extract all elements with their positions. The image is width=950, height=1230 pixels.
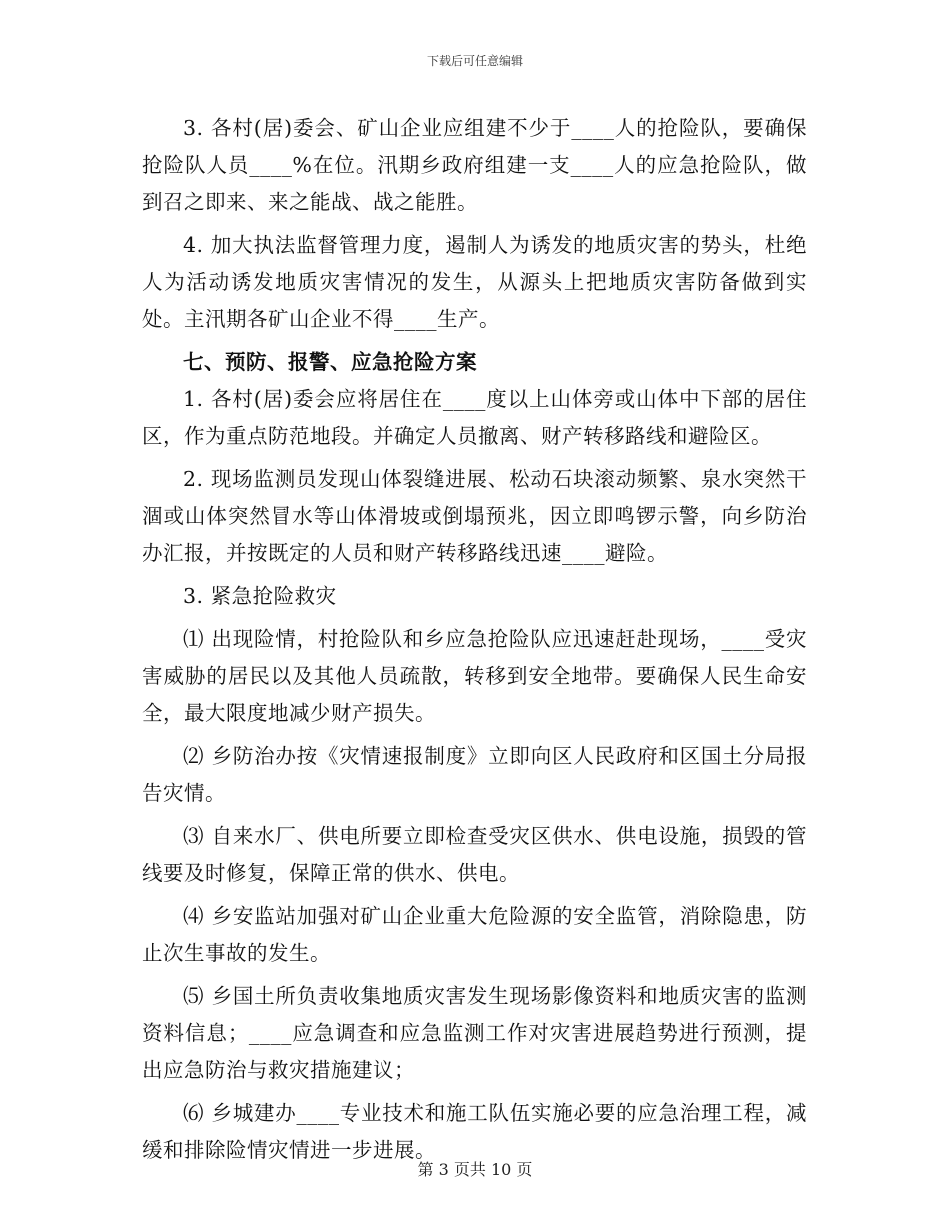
list-item-3-utilities: ⑶ 自来水厂、供电所要立即检查受灾区供水、供电设施，损毁的管线要及时修复，保障正常的供水、供电。 xyxy=(142,824,807,885)
list-item-2-report: ⑵ 乡防治办按《灾情速报制度》立即向区人民政府和区国土分局报告灾情。 xyxy=(142,744,807,805)
list-item-1-evacuation: ⑴ 出现险情，村抢险队和乡应急抢险队应迅速赶赴现场，____受灾害威胁的居民以及其他人员疏散，转移到安全地带。要确保人民生命安全，最大限度地减少财产损失。 xyxy=(142,627,807,725)
list-item-4-safety: ⑷ 乡安监站加强对矿山企业重大危险源的安全监管，消除隐患，防止次生事故的发生。 xyxy=(142,904,807,965)
page-header: 下载后可任意编辑 xyxy=(426,54,523,68)
page-footer: 第 3 页共 10 页 xyxy=(417,1160,533,1179)
list-item-6-construction: ⑹ 乡城建办____专业技术和施工队伍实施必要的应急治理工程，减缓和排除险情灾情进一步进展。 xyxy=(142,1101,807,1162)
paragraph-1-key-areas: 1. 各村(居)委会应将居住在____度以上山体旁或山体中下部的居住区，作为重点防范地段。并确定人员撤离、财产转移路线和避险区。 xyxy=(142,387,807,448)
paragraph-2-monitoring: 2. 现场监测员发现山体裂缝进展、松动石块滚动频繁、泉水突然干涸或山体突然冒水等山体滑坡或倒塌预兆，因立即鸣锣示警，向乡防治办汇报，并按既定的人员和财产转移路线迅速____避险。 xyxy=(142,467,807,565)
paragraph-3-emergency-heading: 3. 紧急抢险救灾 xyxy=(183,584,337,608)
section-heading-7: 七、预防、报警、应急抢险方案 xyxy=(183,350,477,374)
document-body xyxy=(142,110,807,1175)
list-item-5-survey: ⑸ 乡国土所负责收集地质灾害发生现场影像资料和地质灾害的监测资料信息；____应急调查和应急监测工作对灾害进展趋势进行预测，提出应急防治与救灾措施建议； xyxy=(142,984,807,1082)
paragraph-3-rescue-team: 3. 各村(居)委会、矿山企业应组建不少于____人的抢险队，要确保抢险队人员____%在位。汛期乡政府组建一支____人的应急抢险队，做到召之即来、来之能战、战之能胜。 xyxy=(142,116,807,214)
paragraph-4-law-enforcement: 4. 加大执法监督管理力度，遏制人为诱发的地质灾害的势头，杜绝人为活动诱发地质灾害情况的发生，从源头上把地质灾害防备做到实处。主汛期各矿山企业不得____生产。 xyxy=(142,233,807,331)
